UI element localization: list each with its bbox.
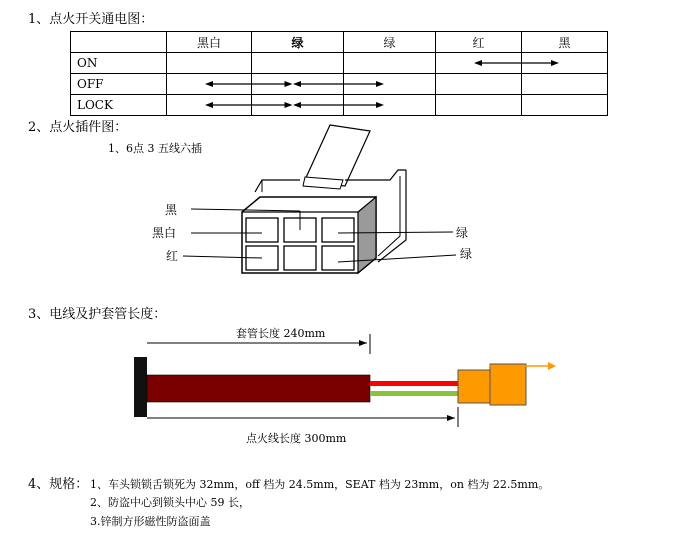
table-header-cell: 黑白 — [167, 32, 252, 53]
plug-body — [458, 370, 490, 403]
connector-label-left: 黑 — [165, 203, 178, 217]
connector-label-right: 绿 — [456, 226, 469, 240]
spec-line: 2、防盗中心到锁头中心 59 长， — [90, 496, 250, 509]
spec-line: 3.锌制方形磁性防盗面盖 — [90, 515, 211, 528]
connector-label-left: 黑白 — [152, 226, 177, 240]
total-length-label: 点火线长度 300mm — [246, 432, 347, 445]
wire-red — [370, 381, 458, 386]
row-label: OFF — [71, 74, 167, 95]
row-label: LOCK — [71, 95, 167, 116]
section-1-heading: 1、点火开关通电图： — [28, 12, 154, 27]
table-header-cell: 红 — [436, 32, 522, 53]
table-header-cell: 绿 — [344, 32, 436, 53]
table-header-cell: 黑 — [522, 32, 608, 53]
spec-line: 1、车头锁锁舌锁死为 32mm，off 档为 24.5mm，SEAT 档为 23mm，on 档为 22.5mm。 — [90, 478, 550, 491]
dimension-arrowhead — [447, 415, 455, 421]
plug-pointer-arrowhead — [548, 362, 556, 370]
section-3-heading: 3、电线及护套管长度： — [28, 307, 167, 322]
plug-head — [490, 364, 526, 405]
protective-sleeve — [147, 375, 370, 402]
wire-green — [370, 391, 458, 396]
connector-subtitle: 1、6点 3 五线六插 — [108, 142, 202, 155]
connector-label-right: 绿 — [460, 247, 473, 261]
dimension-arrowhead — [359, 340, 367, 346]
sleeve-length-label: 套管长度 240mm — [236, 327, 326, 340]
section-4-heading: 4、规格： — [28, 477, 89, 492]
table-header-cell: 绿 — [252, 32, 344, 53]
connector-label-left: 红 — [166, 249, 179, 263]
section-2-heading: 2、点火插件图： — [28, 120, 128, 135]
row-label: ON — [71, 53, 167, 74]
cable-end-cap — [134, 357, 147, 417]
